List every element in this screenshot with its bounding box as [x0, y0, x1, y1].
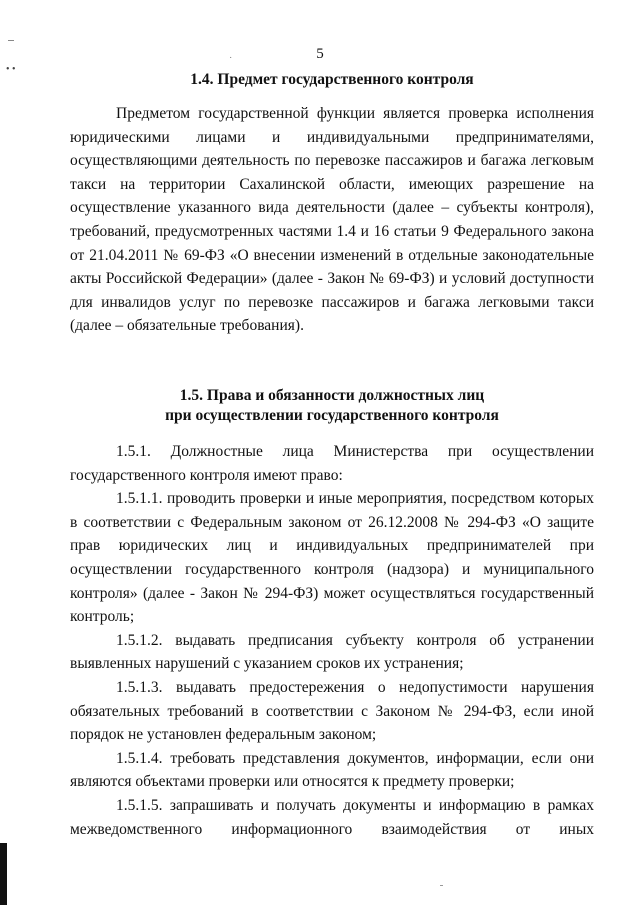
paragraph-1-5-1-2: 1.5.1.2. выдавать предписания субъекту контроля об устранении выявленных нарушений с указанием сроков их устранения;	[70, 631, 594, 673]
page-number: 5	[316, 46, 324, 62]
binding-edge	[0, 843, 7, 905]
paragraph-1-5-1: 1.5.1. Должностные лица Министерства при осуществлении государственного контроля имеют право:	[70, 443, 594, 484]
section-1-5-title	[70, 386, 594, 426]
section-1-4-body	[70, 102, 594, 338]
section-1-5-title-line-2: при осуществлении государственного контроля	[165, 407, 499, 424]
margin-dots: • •	[6, 64, 16, 75]
paragraph-1-5-1-3: 1.5.1.3. выдавать предостережения о недопустимости нарушения обязательных требований в соответствии с Законом № 294-ФЗ, если иной порядок не установлен федеральным законом;	[70, 678, 594, 744]
margin-scan-mark	[8, 40, 14, 41]
paragraph-1-5-1-1: 1.5.1.1. проводить проверки и иные мероприятия, посредством которых в соответствии с Федеральным законом от 26.12.2008 № 294-ФЗ «О защите прав юридических лиц и индивидуальных предпринимателей при осуществлении государственного контроля (надзора) и муниципального контроля» (далее - Закон № 294-ФЗ) может осуществляться государственный контроль;	[70, 490, 594, 626]
paragraph-1-5-1-5: 1.5.1.5. запрашивать и получать документы и информацию в рамках межведомственного информационного взаимодействия от иных	[70, 796, 594, 838]
section-1-4-title: 1.4. Предмет государственного контроля	[190, 71, 474, 88]
section-1-4-paragraph: Предметом государственной функции является проверка исполнения юридическими лицами и индивидуальными предпринимателями, осуществляющими деятельность по перевозке пассажиров и багажа легковым такси на территории Сахалинской области, имеющих разрешение на осуществление указанного вида деятельности (далее – субъекты контроля), требований, предусмотренных частями 1.4 и 16 статьи 9 Федерального закона от 21.04.2011 № 69-ФЗ «О внесении изменений в отдельные законодательные акты Российской Федерации» (далее - Закон № 69-ФЗ) и условий доступности для инвалидов услуг по перевозке пассажиров и багажа легковыми такси (далее – обязательные требования).	[70, 105, 594, 335]
section-1-5-title-line-1: 1.5. Права и обязанности должностных лиц	[179, 387, 485, 404]
section-1-5-body	[70, 440, 594, 841]
bottom-scan-mark	[440, 885, 443, 886]
paragraph-1-5-1-4: 1.5.1.4. требовать представления документов, информации, если они являются объектами проверки или относятся к предмету проверки;	[70, 749, 594, 791]
scan-artifact: ˙	[229, 56, 233, 67]
